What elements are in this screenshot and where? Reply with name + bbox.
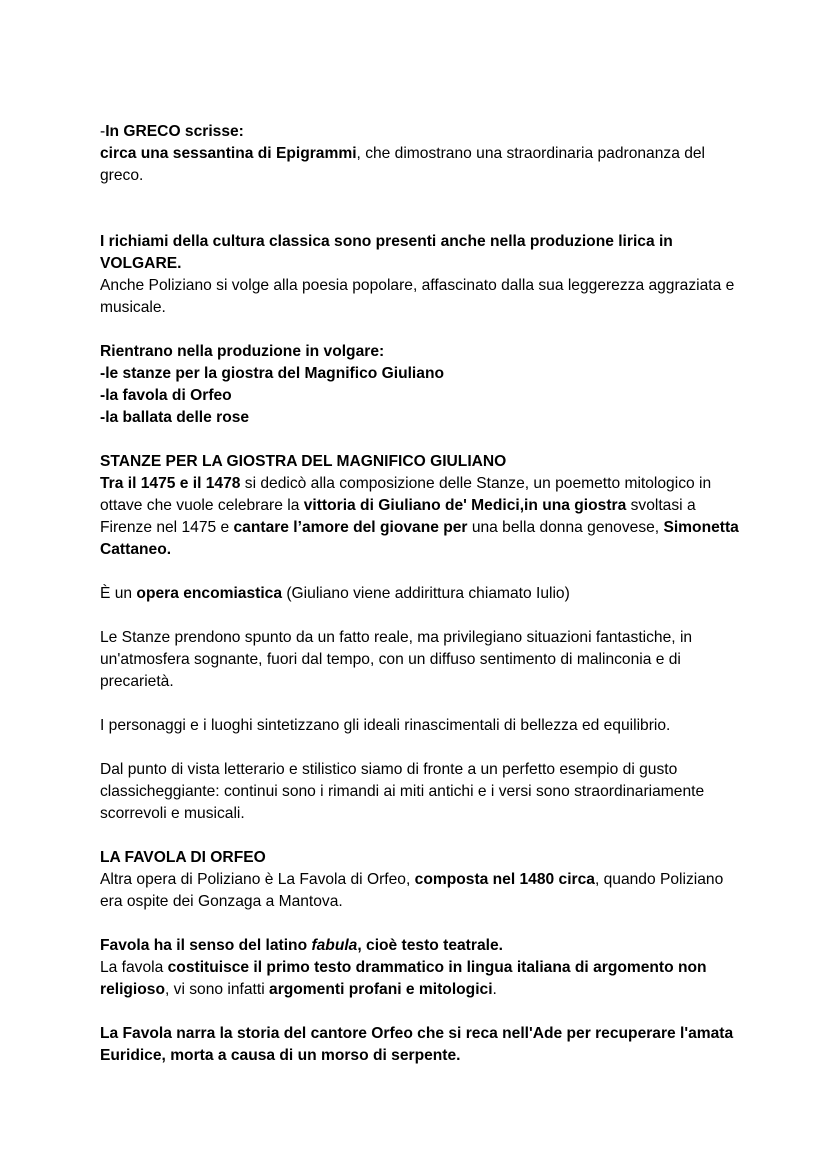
greco-heading: -In GRECO scrisse:: [100, 123, 244, 140]
list-item: [100, 407, 740, 429]
orfeo-p3-text-3: .: [492, 981, 497, 998]
volgare-list-heading: [100, 341, 740, 363]
stanze-paragraph-2: [100, 583, 740, 605]
stanze-p1-bold-4: Simonetta Cattaneo.: [100, 519, 739, 558]
volgare-intro-bold: [100, 231, 740, 275]
orfeo-p1-text-2: , quando Poliziano era ospite dei Gonzaga a Mantova.: [100, 871, 724, 910]
orfeo-p3-text-2: , vi sono infatti: [165, 981, 270, 998]
greco-epigrammi: [100, 143, 740, 187]
orfeo-p2-bold-2: , cioè testo teatrale.: [357, 937, 503, 954]
stanze-p1-bold-2: vittoria di Giuliano de' Medici,in una giostra: [303, 497, 627, 514]
list-item-text: -la favola di Orfeo: [100, 387, 232, 404]
volgare-intro-bold-text: I richiami della cultura classica sono presenti anche nella produzione lirica in VOLGARE.: [100, 233, 673, 272]
stanze-p1-bold-1: Tra il 1475 e il 1478: [100, 475, 241, 492]
list-item: [100, 385, 740, 407]
orfeo-p1-text-1: Altra opera di Poliziano è La Favola di Orfeo,: [100, 871, 415, 888]
orfeo-paragraph-1: [100, 869, 740, 913]
stanze-paragraph-3: Le Stanze prendono spunto da un fatto reale, ma privilegiano situazioni fantastiche, in un'atmosfera sognante, fuori dal tempo, con un diffuso sentimento di malinconia e di precarietà.: [100, 629, 693, 690]
volgare-list-heading-text: Rientrano nella produzione in volgare:: [100, 343, 385, 360]
volgare-intro-text: Anche Poliziano si volge alla poesia popolare, affascinato dalla sua leggerezza aggraziata e musicale.: [100, 277, 735, 316]
stanze-p1-text-1: si dedicò alla composizione delle Stanze, un poemetto mitologico in ottave che vuole celebrare la: [100, 475, 712, 514]
stanze-p1-bold-3: cantare l’amore del giovane per: [233, 519, 468, 536]
stanze-p1-text-3: una bella donna genovese,: [467, 519, 664, 536]
orfeo-p2-bold-italic: fabula: [311, 937, 358, 954]
orfeo-p3-bold-2: argomenti profani e mitologici: [269, 981, 493, 998]
list-item-text: -le stanze per la giostra del Magnifico Giuliano: [100, 365, 444, 382]
orfeo-paragraph-3: [100, 957, 740, 1001]
orfeo-p3-bold-1: costituisce il primo testo drammatico in lingua italiana di argomento non religioso: [100, 959, 707, 998]
document-page: [100, 121, 740, 1067]
orfeo-paragraph-4: [100, 1023, 740, 1067]
epigrammi-bold: circa una sessantina di Epigrammi: [100, 145, 357, 162]
list-item-text: -la ballata delle rose: [100, 409, 250, 426]
orfeo-p2-bold-1: Favola ha il senso del latino: [100, 937, 312, 954]
greco-heading-bold: In GRECO scrisse:: [105, 123, 244, 140]
stanze-p2-text-2: (Giuliano viene addirittura chiamato Iulio): [282, 585, 570, 602]
stanze-paragraph-4: I personaggi e i luoghi sintetizzano gli ideali rinascimentali di bellezza ed equilibrio.: [100, 717, 671, 734]
stanze-p1-text-2: svoltasi a Firenze nel 1475 e: [100, 497, 696, 536]
orfeo-p1-bold-1: composta nel 1480 circa: [414, 871, 595, 888]
orfeo-paragraph-2: [100, 935, 740, 957]
orfeo-p3-text-1: La favola: [100, 959, 168, 976]
stanze-title-text: STANZE PER LA GIOSTRA DEL MAGNIFICO GIULIANO: [100, 453, 507, 470]
stanze-p2-bold-1: opera encomiastica: [136, 585, 283, 602]
stanze-paragraph-5: Dal punto di vista letterario e stilistico siamo di fronte a un perfetto esempio di gusto classicheggiante: continui sono i rimandi ai miti antichi e i versi sono straordinariamente scorrevoli e musicali.: [100, 761, 705, 822]
orfeo-title-text: LA FAVOLA DI ORFEO: [100, 849, 266, 866]
stanze-paragraph-1: [100, 473, 740, 561]
list-item: [100, 363, 740, 385]
epigrammi-text: , che dimostrano una straordinaria padronanza del greco.: [100, 145, 706, 184]
orfeo-p4-bold: La Favola narra la storia del cantore Orfeo che si reca nell'Ade per recuperare l'amata Euridice, morta a causa di un morso di serpente.: [100, 1025, 734, 1064]
stanze-title: [100, 451, 740, 473]
orfeo-title: [100, 847, 740, 869]
stanze-p2-text-1: È un: [100, 585, 137, 602]
